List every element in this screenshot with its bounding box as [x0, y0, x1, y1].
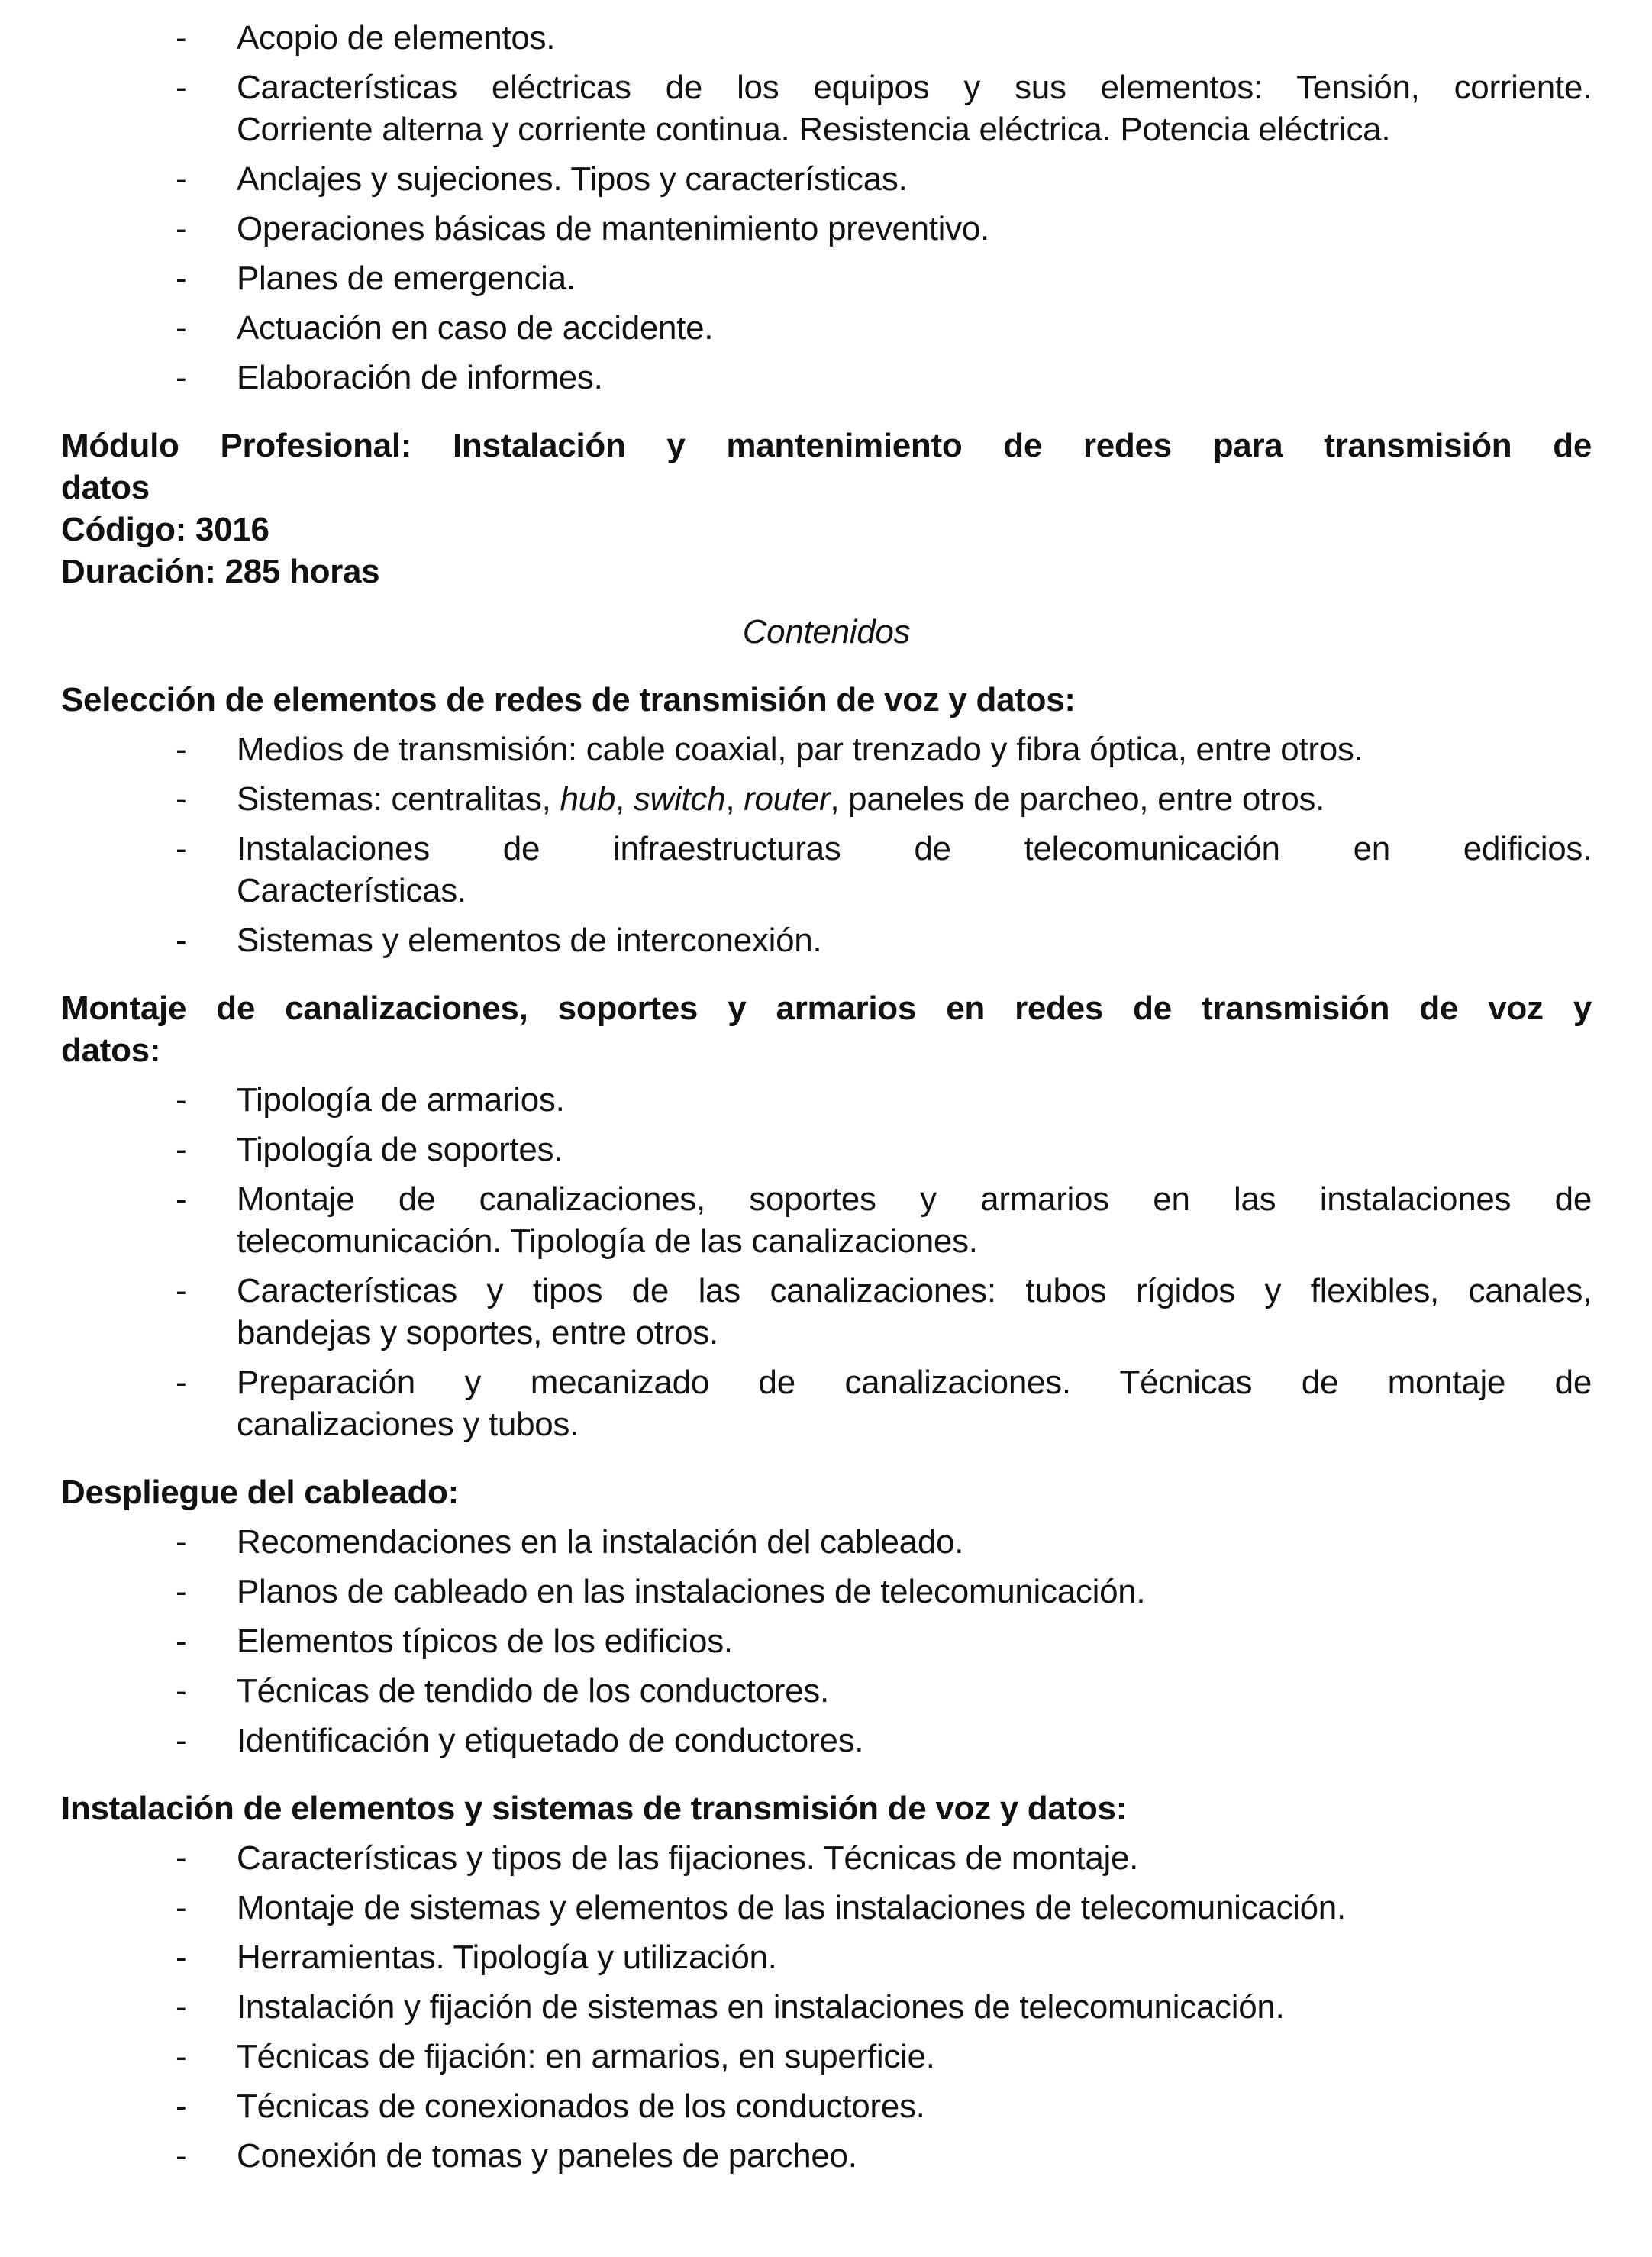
item-dash-marker: -	[176, 1623, 187, 1660]
list-item-line: Técnicas de conexionados de los conductores.	[237, 2087, 925, 2125]
list-item	[61, 1986, 1592, 2028]
item-dash-marker: -	[176, 1573, 187, 1610]
list-item-line: Montaje de canalizaciones, soportes y armarios en las instalaciones de	[237, 1180, 1592, 1218]
list-item-line: Características eléctricas de los equipos y sus elementos: Tensión, corriente.	[237, 69, 1592, 106]
list-item-line: Recomendaciones en la instalación del cableado.	[237, 1523, 964, 1561]
item-dash-marker: -	[176, 780, 187, 818]
section-heading-line: datos:	[61, 1032, 161, 1069]
item-dash-marker: -	[176, 309, 187, 347]
item-dash-marker: -	[176, 1889, 187, 1926]
list-item	[61, 1571, 1592, 1613]
list-item	[61, 1936, 1592, 1978]
list-item	[61, 1361, 1592, 1445]
item-dash-marker: -	[176, 2087, 187, 2125]
list-item	[61, 1079, 1592, 1121]
list-item	[61, 1178, 1592, 1262]
list-item	[61, 17, 1592, 59]
item-dash-marker: -	[176, 69, 187, 106]
centered-subtitle: Contenidos	[742, 613, 911, 651]
bullet-list	[61, 1521, 1592, 1761]
italic-term: router	[744, 780, 831, 818]
document-content	[61, 17, 1592, 2177]
item-dash-marker: -	[176, 1081, 187, 1119]
list-item-line: Anclajes y sujeciones. Tipos y características.	[237, 160, 908, 198]
list-item-line: Preparación y mecanizado de canalizaciones. Técnicas de montaje de	[237, 1364, 1592, 1401]
section-heading	[61, 425, 1592, 509]
list-item	[61, 1620, 1592, 1662]
item-dash-marker: -	[176, 359, 187, 396]
section-heading	[61, 551, 1592, 593]
list-item	[61, 1837, 1592, 1879]
list-item-line: Corriente alterna y corriente continua. Resistencia eléctrica. Potencia eléctrica.	[237, 111, 1391, 148]
list-item	[61, 1670, 1592, 1712]
list-item-line: Operaciones básicas de mantenimiento preventivo.	[237, 210, 989, 247]
list-item-line: Elementos típicos de los edificios.	[237, 1623, 733, 1660]
list-item-line: telecomunicación. Tipología de las canalizaciones.	[237, 1222, 978, 1260]
list-item-line: Técnicas de tendido de los conductores.	[237, 1672, 829, 1710]
list-item-line: Características y tipos de las canalizaciones: tubos rígidos y flexibles, canales,	[237, 1272, 1592, 1309]
list-item-line: Instalaciones de infraestructuras de telecomunicación en edificios.	[237, 830, 1592, 867]
list-item	[61, 66, 1592, 150]
section-heading-line: Código: 3016	[61, 511, 269, 548]
list-item	[61, 357, 1592, 399]
list-item-line: Tipología de armarios.	[237, 1081, 565, 1119]
section-heading-line: Módulo Profesional: Instalación y mantenimiento de redes para transmisión de	[61, 427, 1592, 464]
list-item	[61, 1128, 1592, 1170]
section-heading-line: Montaje de canalizaciones, soportes y armarios en redes de transmisión de voz y	[61, 990, 1592, 1027]
list-item	[61, 158, 1592, 200]
list-item	[61, 257, 1592, 299]
list-item-line: Sistemas: centralitas, hub, switch, router, paneles de parcheo, entre otros.	[237, 780, 1325, 818]
list-item-line: Identificación y etiquetado de conductores.	[237, 1722, 864, 1759]
list-item	[61, 1521, 1592, 1563]
list-item-line: bandejas y soportes, entre otros.	[237, 1314, 718, 1351]
item-dash-marker: -	[176, 2038, 187, 2075]
item-dash-marker: -	[176, 160, 187, 198]
list-item	[61, 1887, 1592, 1929]
item-dash-marker: -	[176, 1722, 187, 1759]
item-dash-marker: -	[176, 210, 187, 247]
list-item	[61, 728, 1592, 770]
list-item	[61, 1719, 1592, 1761]
section-heading	[61, 987, 1592, 1071]
list-item-line: Montaje de sistemas y elementos de las instalaciones de telecomunicación.	[237, 1889, 1346, 1926]
section-heading-line: Despliegue del cableado:	[61, 1474, 459, 1511]
bullet-list	[61, 1079, 1592, 1445]
item-dash-marker: -	[176, 1131, 187, 1168]
list-item-line: Planes de emergencia.	[237, 260, 576, 297]
list-item	[61, 2036, 1592, 2078]
list-item	[61, 208, 1592, 250]
list-item	[61, 778, 1592, 820]
item-dash-marker: -	[176, 1180, 187, 1218]
item-dash-marker: -	[176, 922, 187, 959]
item-dash-marker: -	[176, 1939, 187, 1976]
bullet-list	[61, 17, 1592, 399]
section-heading-line: Selección de elementos de redes de transmisión de voz y datos:	[61, 681, 1076, 718]
list-item	[61, 1270, 1592, 1354]
section-heading	[61, 509, 1592, 551]
list-item	[61, 2085, 1592, 2127]
list-item	[61, 2135, 1592, 2177]
list-item-line: Características y tipos de las fijaciones. Técnicas de montaje.	[237, 1839, 1139, 1877]
list-item-line: Elaboración de informes.	[237, 359, 603, 396]
italic-term: switch	[633, 780, 726, 818]
list-item-line: Planos de cableado en las instalaciones de telecomunicación.	[237, 1573, 1146, 1610]
list-item	[61, 828, 1592, 912]
section-heading-line: Instalación de elementos y sistemas de transmisión de voz y datos:	[61, 1790, 1127, 1827]
item-dash-marker: -	[176, 731, 187, 768]
item-dash-marker: -	[176, 1364, 187, 1401]
list-item-line: Sistemas y elementos de interconexión.	[237, 922, 822, 959]
item-dash-marker: -	[176, 1839, 187, 1877]
item-dash-marker: -	[176, 1672, 187, 1710]
item-dash-marker: -	[176, 830, 187, 867]
section-heading	[61, 1787, 1592, 1829]
list-item-line: Técnicas de fijación: en armarios, en superficie.	[237, 2038, 935, 2075]
list-item	[61, 919, 1592, 961]
list-item-line: Acopio de elementos.	[237, 19, 556, 57]
section-heading-line: Duración: 285 horas	[61, 553, 380, 590]
italic-term: hub	[560, 780, 615, 818]
list-item-line: Herramientas. Tipología y utilización.	[237, 1939, 777, 1976]
item-dash-marker: -	[176, 260, 187, 297]
item-dash-marker: -	[176, 2137, 187, 2175]
section-heading-line: datos	[61, 469, 150, 506]
section-heading	[61, 679, 1592, 721]
item-dash-marker: -	[176, 1988, 187, 2026]
section-heading	[61, 1471, 1592, 1513]
item-dash-marker: -	[176, 1523, 187, 1561]
item-dash-marker: -	[176, 1272, 187, 1309]
list-item-line: canalizaciones y tubos.	[237, 1406, 579, 1443]
list-item-line: Características.	[237, 872, 466, 909]
bullet-list	[61, 1837, 1592, 2177]
list-item-line: Instalación y fijación de sistemas en instalaciones de telecomunicación.	[237, 1988, 1285, 2026]
list-item	[61, 307, 1592, 349]
bullet-list	[61, 728, 1592, 961]
list-item-line: Medios de transmisión: cable coaxial, par trenzado y fibra óptica, entre otros.	[237, 731, 1363, 768]
list-item-line: Actuación en caso de accidente.	[237, 309, 714, 347]
list-item-line: Conexión de tomas y paneles de parcheo.	[237, 2137, 857, 2175]
item-dash-marker: -	[176, 19, 187, 57]
list-item-line: Tipología de soportes.	[237, 1131, 563, 1168]
